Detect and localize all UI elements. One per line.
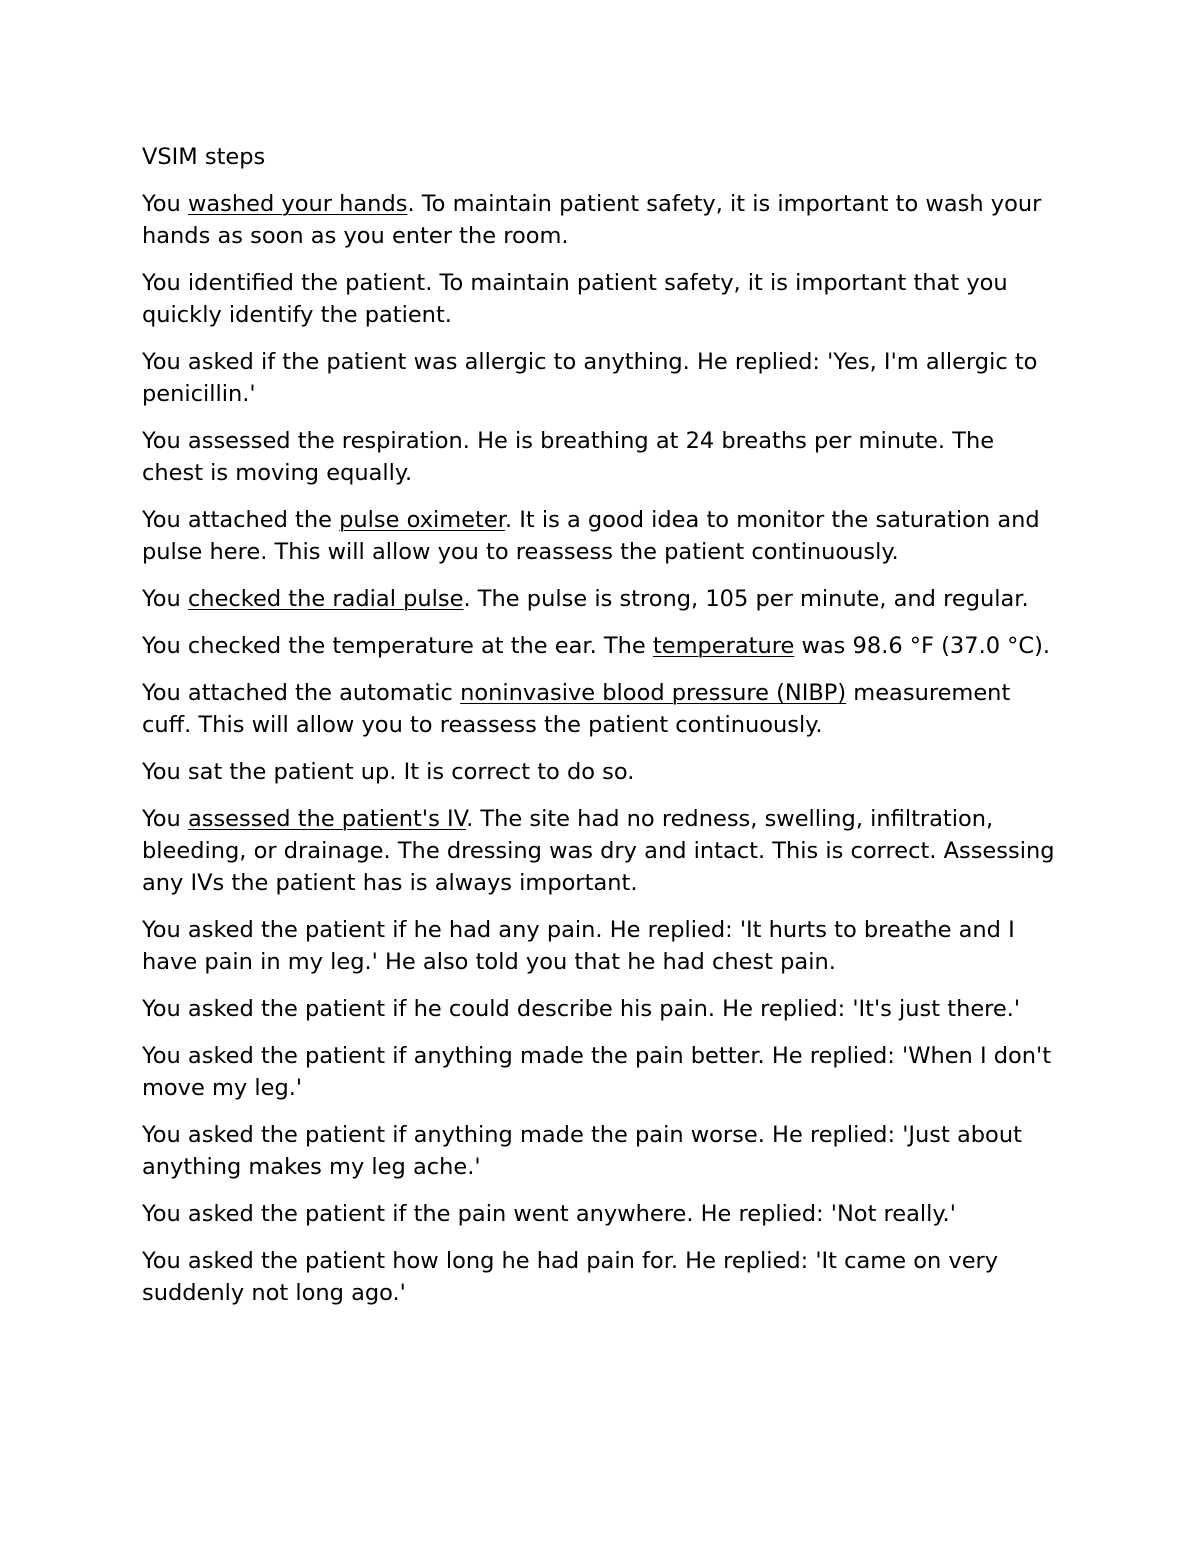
paragraph (142, 993, 1062, 1025)
paragraph-text: You (142, 806, 188, 832)
underlined-term: noninvasive blood pressure (NIBP) (460, 680, 847, 706)
paragraph-text: . The site had no redness, swelling, infiltration, bleeding, or drainage. The dressing was dry and intact. This is correct. Assessing any IVs the patient has is always important. (142, 806, 1055, 896)
paragraph-text: You checked the temperature at the ear. The (142, 633, 653, 659)
paragraph (142, 803, 1062, 899)
paragraph-text: . It is a good idea to monitor the saturation and pulse here. This will allow you to reassess the patient continuously. (142, 507, 1040, 565)
underlined-term: washed your hands (187, 191, 408, 217)
paragraph-text: You (142, 586, 188, 612)
paragraph-text: You asked if the patient was allergic to anything. He replied: 'Yes, I'm allergic to penicillin.' (142, 349, 1038, 407)
paragraph-text: was 98.6 °F (37.0 °C). (794, 633, 1051, 659)
paragraph (142, 346, 1062, 410)
paragraph (142, 677, 1062, 741)
paragraph (142, 425, 1062, 489)
paragraph-text: You asked the patient if he could describe his pain. He replied: 'It's just there.' (142, 996, 1021, 1022)
paragraph (142, 583, 1062, 615)
paragraph (142, 1040, 1062, 1104)
paragraph-text: You attached the automatic (142, 680, 461, 706)
paragraph (142, 1245, 1062, 1309)
underlined-term: pulse oximeter (339, 507, 505, 533)
paragraph-text: You asked the patient if he had any pain. He replied: 'It hurts to breathe and I have pain in my leg.' He also told you that he had chest pain. (142, 917, 1015, 975)
paragraph (142, 1198, 1062, 1230)
paragraph (142, 188, 1062, 252)
paragraph-text: You asked the patient how long he had pain for. He replied: 'It came on very suddenly not long ago.' (142, 1248, 999, 1306)
paragraph-list (142, 188, 1062, 1309)
paragraph-text: You assessed the respiration. He is breathing at 24 breaths per minute. The chest is moving equally. (142, 428, 995, 486)
paragraph-text: You asked the patient if anything made the pain better. He replied: 'When I don't move my leg.' (142, 1043, 1052, 1101)
underlined-term: assessed the patient's IV (187, 806, 467, 832)
paragraph (142, 630, 1062, 662)
paragraph-text: You asked the patient if the pain went anywhere. He replied: 'Not really.' (142, 1201, 956, 1227)
paragraph-text: measurement cuff. This will allow you to reassess the patient continuously. (142, 680, 1011, 738)
paragraph-text: You attached the (142, 507, 340, 533)
underlined-term: temperature (652, 633, 795, 659)
paragraph (142, 267, 1062, 331)
document-page (142, 141, 1062, 1324)
paragraph-text: You asked the patient if anything made the pain worse. He replied: 'Just about anything makes my leg ache.' (142, 1122, 1022, 1180)
paragraph (142, 914, 1062, 978)
paragraph-text: You (142, 191, 188, 217)
document-title: VSIM steps (142, 144, 266, 170)
paragraph-text: You sat the patient up. It is correct to do so. (142, 759, 635, 785)
paragraph (142, 504, 1062, 568)
paragraph-text: You identified the patient. To maintain patient safety, it is important that you quickly identify the patient. (142, 270, 1008, 328)
paragraph-text: . To maintain patient safety, it is important to wash your hands as soon as you enter the room. (142, 191, 1042, 249)
underlined-term: checked the radial pulse (187, 586, 464, 612)
paragraph-text: . The pulse is strong, 105 per minute, and regular. (463, 586, 1029, 612)
paragraph (142, 1119, 1062, 1183)
paragraph (142, 756, 1062, 788)
